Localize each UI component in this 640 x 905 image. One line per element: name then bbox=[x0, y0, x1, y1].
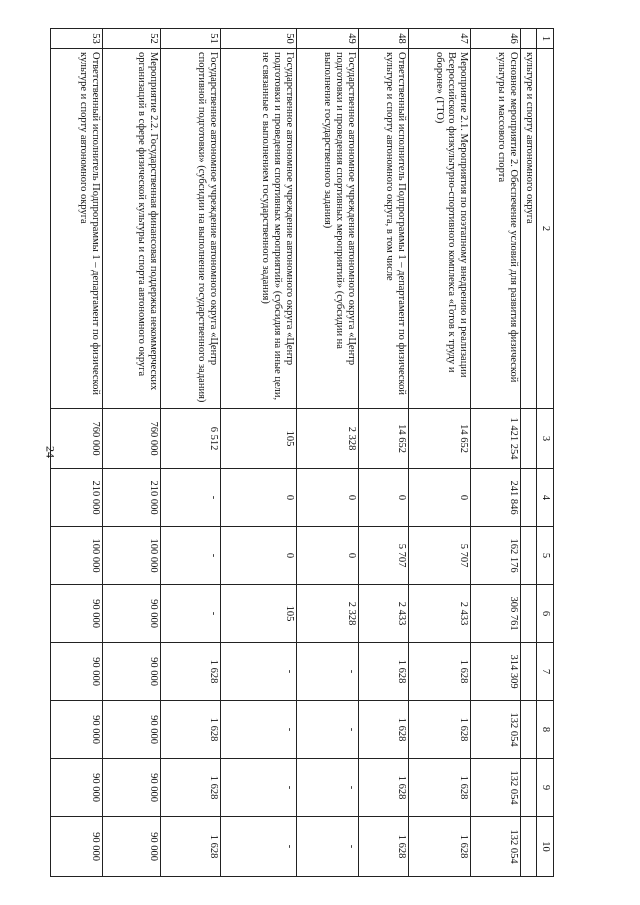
row-value: 90 000 bbox=[51, 817, 103, 877]
row-value: 5 707 bbox=[409, 527, 471, 585]
row-value: - bbox=[297, 701, 359, 759]
rotated-table-sheet bbox=[62, 28, 554, 876]
row-value: 2 328 bbox=[297, 585, 359, 643]
row-value: 90 000 bbox=[51, 759, 103, 817]
row-description: Ответственный исполнитель Подпрограммы 1 – департамент по физической культуре и спорту автономного округа, в том числе bbox=[359, 49, 409, 409]
row-value: 1 628 bbox=[409, 643, 471, 701]
row-value: 314 309 bbox=[471, 643, 521, 701]
row-value: - bbox=[161, 469, 221, 527]
row-value: 105 bbox=[221, 585, 297, 643]
row-value: 0 bbox=[409, 469, 471, 527]
header-cell: 1 bbox=[537, 29, 554, 49]
header-cell: 9 bbox=[537, 759, 554, 817]
row-description: Государственное автономное учреждение автономного округа «Центр подготовки и проведения спортивных мероприятий» (субсидия на иные цели, не связанные с выполнением государственного задания) bbox=[221, 49, 297, 409]
empty-cell bbox=[521, 817, 537, 877]
row-value: 760 000 bbox=[103, 409, 161, 469]
row-value: 1 628 bbox=[409, 817, 471, 877]
table-row bbox=[471, 29, 521, 877]
row-value: 241 846 bbox=[471, 469, 521, 527]
row-value: 14 652 bbox=[359, 409, 409, 469]
header-cell: 5 bbox=[537, 527, 554, 585]
table-row bbox=[161, 29, 221, 877]
table-body bbox=[51, 29, 554, 877]
row-value: 100 000 bbox=[103, 527, 161, 585]
continuation-text: культуре и спорту автономного округа bbox=[521, 49, 537, 409]
row-value: 90 000 bbox=[51, 643, 103, 701]
header-row bbox=[537, 29, 554, 877]
row-number: 48 bbox=[359, 29, 409, 49]
empty-cell bbox=[521, 469, 537, 527]
row-description: Основное мероприятие 2. Обеспечение условий для развития физической культуры и массового спорта bbox=[471, 49, 521, 409]
row-description: Ответственный исполнитель Подпрограммы 1 – департамент по физической культуре и спорту автономного округа bbox=[51, 49, 103, 409]
row-value: 1 628 bbox=[161, 701, 221, 759]
empty-cell bbox=[521, 585, 537, 643]
page-number: 24 bbox=[43, 446, 58, 458]
row-value: 1 628 bbox=[359, 817, 409, 877]
header-cell: 2 bbox=[537, 49, 554, 409]
row-number: 49 bbox=[297, 29, 359, 49]
row-value: 90 000 bbox=[103, 643, 161, 701]
table-row bbox=[359, 29, 409, 877]
row-description: Государственное автономное учреждение автономного округа «Центр спортивной подготовки» (субсидии на выполнение государственного задания) bbox=[161, 49, 221, 409]
row-value: - bbox=[297, 759, 359, 817]
row-value: 6 512 bbox=[161, 409, 221, 469]
row-value: 132 054 bbox=[471, 817, 521, 877]
table-row bbox=[297, 29, 359, 877]
header-cell: 4 bbox=[537, 469, 554, 527]
budget-table bbox=[50, 28, 554, 877]
row-number-cell bbox=[521, 29, 537, 49]
row-description: Государственное автономное учреждение автономного округа «Центр подготовки и проведения спортивных мероприятий» (субсидии на выполнение государственного задания) bbox=[297, 49, 359, 409]
row-number: 51 bbox=[161, 29, 221, 49]
header-cell: 7 bbox=[537, 643, 554, 701]
row-value: 0 bbox=[297, 527, 359, 585]
row-value: - bbox=[221, 643, 297, 701]
table-row bbox=[103, 29, 161, 877]
row-number: 47 bbox=[409, 29, 471, 49]
row-value: 90 000 bbox=[51, 585, 103, 643]
row-value: 162 176 bbox=[471, 527, 521, 585]
row-number: 53 bbox=[51, 29, 103, 49]
row-value: 100 000 bbox=[51, 527, 103, 585]
row-value: - bbox=[297, 817, 359, 877]
empty-cell bbox=[521, 759, 537, 817]
row-value: 90 000 bbox=[103, 759, 161, 817]
table-row bbox=[51, 29, 103, 877]
row-value: - bbox=[221, 759, 297, 817]
empty-cell bbox=[521, 527, 537, 585]
row-value: 306 761 bbox=[471, 585, 521, 643]
row-value: - bbox=[221, 817, 297, 877]
header-cell: 3 bbox=[537, 409, 554, 469]
row-value: 1 628 bbox=[409, 759, 471, 817]
row-value: 1 628 bbox=[161, 643, 221, 701]
row-value: 0 bbox=[221, 527, 297, 585]
row-number: 50 bbox=[221, 29, 297, 49]
row-value: 760 000 bbox=[51, 409, 103, 469]
row-value: 90 000 bbox=[51, 701, 103, 759]
row-value: 210 000 bbox=[103, 469, 161, 527]
row-value: 1 628 bbox=[409, 701, 471, 759]
row-value: 90 000 bbox=[103, 701, 161, 759]
row-value: 1 628 bbox=[359, 701, 409, 759]
row-value: 2 433 bbox=[359, 585, 409, 643]
empty-cell bbox=[521, 701, 537, 759]
row-value: - bbox=[221, 701, 297, 759]
row-value: 0 bbox=[297, 469, 359, 527]
row-value: 1 628 bbox=[161, 817, 221, 877]
row-number: 46 bbox=[471, 29, 521, 49]
header-cell: 6 bbox=[537, 585, 554, 643]
header-cell: 8 bbox=[537, 701, 554, 759]
row-value: 132 054 bbox=[471, 759, 521, 817]
row-value: 2 328 bbox=[297, 409, 359, 469]
row-number: 52 bbox=[103, 29, 161, 49]
row-value: 0 bbox=[221, 469, 297, 527]
table-row bbox=[409, 29, 471, 877]
empty-cell bbox=[521, 409, 537, 469]
row-value: 1 628 bbox=[359, 643, 409, 701]
row-value: - bbox=[161, 527, 221, 585]
row-value: 0 bbox=[359, 469, 409, 527]
row-value: 1 628 bbox=[359, 759, 409, 817]
row-value: 14 652 bbox=[409, 409, 471, 469]
row-value: 1 628 bbox=[161, 759, 221, 817]
row-description: Мероприятие 2.2. Государственная финансовая поддержка некоммерческих организаций в сфере физической культуры и спорта автономного округа bbox=[103, 49, 161, 409]
row-value: 105 bbox=[221, 409, 297, 469]
row-value: 2 433 bbox=[409, 585, 471, 643]
table-row bbox=[221, 29, 297, 877]
row-description: Мероприятие 2.1. Мероприятия по поэтапному внедрению и реализации Всероссийского физкультурно-спортивного комплекса «Готов к труду и обороне» (ГТО) bbox=[409, 49, 471, 409]
row-value: 5 707 bbox=[359, 527, 409, 585]
row-value: 210 000 bbox=[51, 469, 103, 527]
row-value: 90 000 bbox=[103, 585, 161, 643]
row-value: - bbox=[161, 585, 221, 643]
empty-cell bbox=[521, 643, 537, 701]
header-cell: 10 bbox=[537, 817, 554, 877]
continuation-row bbox=[521, 29, 537, 877]
row-value: 132 054 bbox=[471, 701, 521, 759]
row-value: - bbox=[297, 643, 359, 701]
row-value: 1 421 254 bbox=[471, 409, 521, 469]
row-value: 90 000 bbox=[103, 817, 161, 877]
